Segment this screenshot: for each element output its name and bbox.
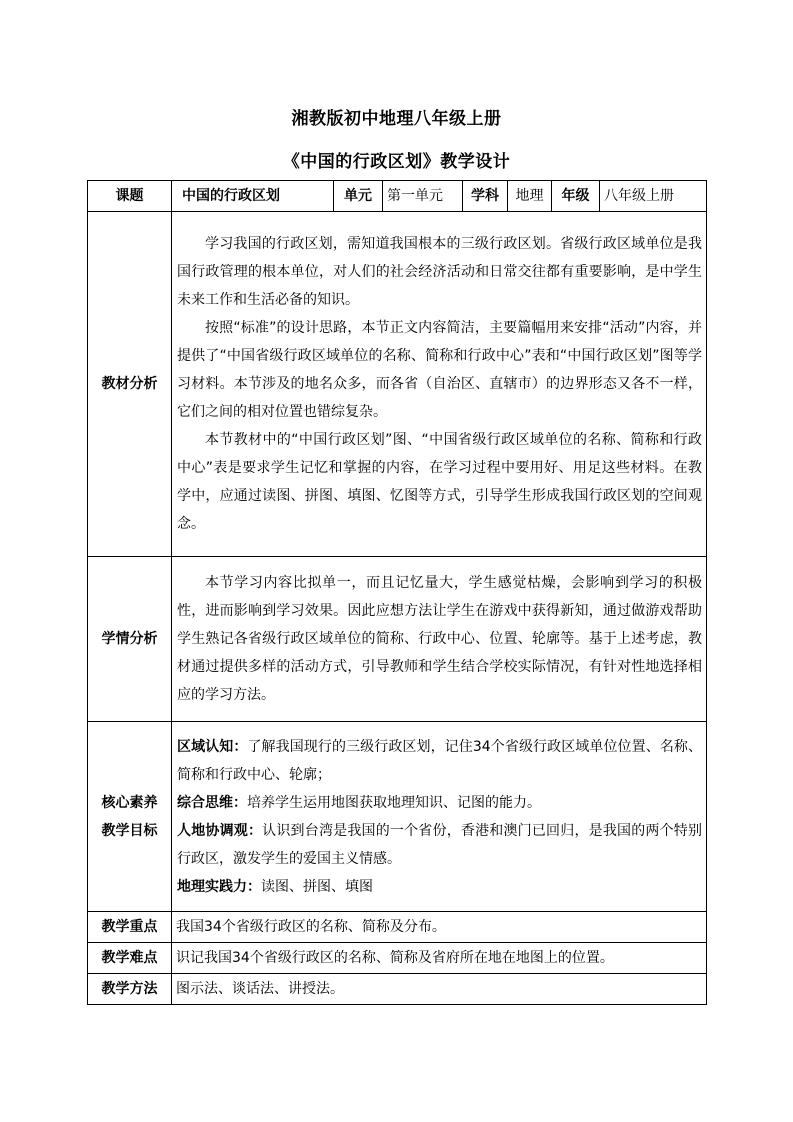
difficult-point-label: 教学难点: [88, 943, 172, 974]
learner-analysis-paragraph-1: 本节学习内容比拟单一，而且记忆量大，学生感觉枯燥，会影响到学习的积极性，进而影响到学习效果。因此应想方法让学生在游戏中获得新知，通过做游戏帮助学生熟记各省级行政区域单位的简称、行政中心、位置、轮廓等。基于上述考虑，教材通过提供多样的活动方式，引导教师和学生结合学校实际情况，有针对性地选择相应的学习方法。: [177, 575, 702, 703]
core-goals-label: [88, 722, 172, 912]
core-goals-label-line-1: 核心素养: [101, 794, 158, 811]
topic-label: 课题: [88, 181, 172, 212]
difficult-point-row: [88, 943, 707, 974]
textbook-analysis-paragraph-3: 本节教材中的“中国行政区划”图、“中国省级行政区域单位的名称、简称和行政中心”表是要求学生记忆和掌握的内容，在学习过程中要用好、用足这些材料。在教学中，应通过读图、拼图、填图、忆图等方式，引导学生形成我国行政区划的空间观念。: [177, 432, 702, 532]
subject-label: 学科: [463, 181, 508, 212]
goal-term-regional: 区域认知：: [177, 738, 248, 755]
learner-analysis-content: [172, 557, 707, 722]
subject-value: 地理: [508, 181, 552, 212]
core-goals-row: [88, 722, 707, 912]
grade-value: 八年级上册: [600, 181, 707, 212]
key-point-row: [88, 912, 707, 943]
document-title: 湘教版初中地理八年级上册: [291, 109, 502, 129]
goal-term-practice: 地理实践力：: [177, 878, 261, 895]
learner-analysis-label: 学情分析: [88, 557, 172, 722]
unit-value: 第一单元: [383, 181, 463, 212]
goal-text-practice: 读图、拼图、填图: [261, 878, 373, 895]
topic-value: 中国的行政区划: [172, 181, 334, 212]
goal-item-harmony: [177, 817, 702, 873]
core-goals-label-line-2: 教学目标: [101, 822, 158, 839]
unit-label: 单元: [334, 181, 383, 212]
key-point-text: 我国34个省级行政区的名称、简称及分布。: [172, 912, 707, 943]
goal-term-harmony: 人地协调观：: [177, 822, 263, 839]
key-point-label: 教学重点: [88, 912, 172, 943]
lesson-plan-table: [87, 180, 707, 1005]
goal-term-thinking: 综合思维：: [177, 794, 247, 811]
goal-text-regional: 了解我国现行的三级行政区划，记住34个省级行政区域单位位置、名称、简称和行政中心、轮廓；: [177, 738, 702, 783]
textbook-analysis-row: [88, 212, 707, 557]
difficult-point-text: 识记我国34个省级行政区的名称、简称及省府所在地在地图上的位置。: [172, 943, 707, 974]
grade-label: 年级: [552, 181, 600, 212]
method-label: 教学方法: [88, 974, 172, 1005]
method-row: [88, 974, 707, 1005]
textbook-analysis-paragraph-2: 按照“标准”的设计思路，本节正文内容简洁，主要篇幅用来安排“活动”内容，并提供了“中国省级行政区域单位的名称、简称和行政中心”表和“中国行政区划”图等学习材料。本节涉及的地名众多，而各省（自治区、直辖市）的边界形态又各不一样，它们之间的相对位置也错综复杂。: [177, 320, 702, 420]
textbook-analysis-label: 教材分析: [88, 212, 172, 557]
goal-item-regional: [177, 733, 702, 789]
core-goals-content: [172, 722, 707, 912]
learner-analysis-row: [88, 557, 707, 722]
textbook-analysis-content: [172, 212, 707, 557]
textbook-analysis-paragraph-1: 学习我国的行政区划，需知道我国根本的三级行政区划。省级行政区域单位是我国行政管理的根本单位，对人们的社会经济活动和日常交往都有重要影响，是中学生未来工作和生活必备的知识。: [177, 236, 702, 308]
document-subtitle: 《中国的行政区划》教学设计: [282, 152, 511, 172]
goal-text-thinking: 培养学生运用地图获取地理知识、记图的能力。: [247, 794, 541, 811]
method-text: 图示法、谈话法、讲授法。: [172, 974, 707, 1005]
goal-text-harmony: 认识到台湾是我国的一个省份，香港和澳门已回归，是我国的两个特别行政区，激发学生的爱国主义情感。: [177, 822, 703, 867]
goal-item-practice: [177, 873, 702, 901]
info-row: [88, 181, 707, 212]
goal-item-thinking: [177, 789, 702, 817]
